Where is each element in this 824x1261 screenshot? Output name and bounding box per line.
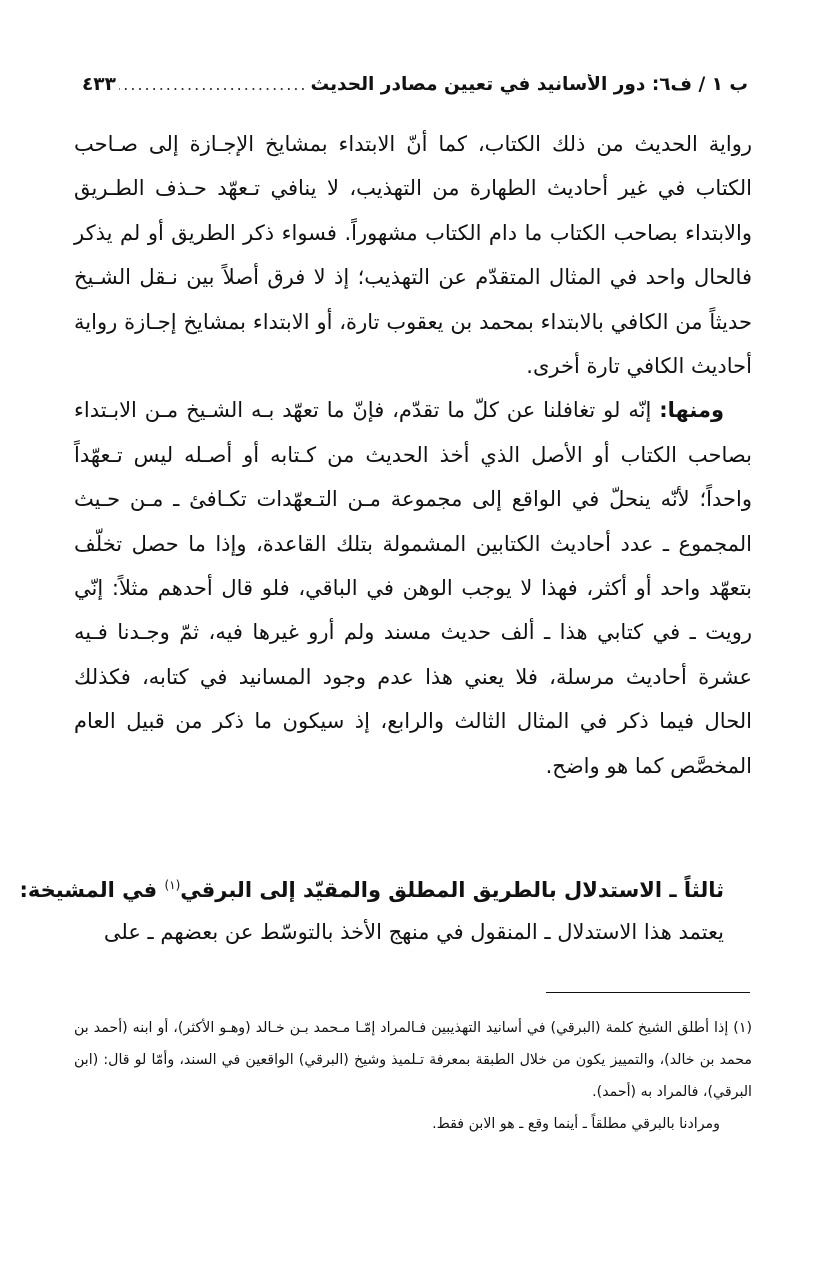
main-text xyxy=(74,122,752,788)
paragraph-2-body: إنّه لو تغافلنا عن كلّ ما تقدّم، فإنّ ما تعهّد بـه الشـيخ مـن الابـتداء بصاحب الكتاب أو الأصل الذي أخذ الحديث من كـتابه أو أصـله ليس تـعهّداً واحداً؛ لأنّه ينحلّ في الواقع إلى مجموعة مـن التـعهّدات تكـافئ ـ مـن حـيث المجموع ـ عدد أحاديث الكتابين المشمولة بتلك القاعدة، وإذا ما حصل تخلّف بتعهّد واحد أو أكثر، فهذا لا يوجب الوهن في الباقي، فلو قال أحدهم مثلاً: إنّي رويت ـ في كتابي هذا ـ ألف حديث مسند ولم أرو غيرها فيه، ثمّ وجـدنا فـيه عشرة أحاديث مرسلة، فلا يعني هذا عدم وجود المسانيد في كتابه، فكذلك الحال فيما ذكر في المثال الثالث والرابع، إذ سيكون ما ذكر من قبيل العام المخصَّص كما هو واضح. xyxy=(74,398,752,778)
page-number: ٤٣٣ xyxy=(82,74,116,95)
footnotes xyxy=(74,1012,752,1140)
footnote-1-note: ومرادنا بالبرقي مطلقاً ـ أينما وقع ـ هو الابن فقط. xyxy=(432,1116,720,1132)
paragraph-2 xyxy=(74,388,752,788)
leader-dots xyxy=(119,75,308,94)
section-heading-text: ثالثاً ـ الاستدلال بالطريق المطلق والمقيّد إلى البرقي xyxy=(180,878,724,902)
paragraph-3: يعتمد هذا الاستدلال ـ المنقول في منهج الأخذ بالتوسّط عن بعضهم ـ على xyxy=(103,920,724,944)
section-heading-tail: في المشيخة: xyxy=(19,878,165,902)
footnote-ref: (١) xyxy=(164,878,181,892)
footnote-divider xyxy=(546,992,750,993)
paragraph-1: رواية الحديث من ذلك الكتاب، كما أنّ الابتداء بمشايخ الإجـازة إلى صـاحب الكتاب في غير أحاديث الطهارة من التهذيب، لا ينافي تـعهّد حـذف الطـريق والابتداء بصاحب الكتاب ما دام الكتاب مشهوراً. فسواء ذكر الطريق أو لم يذكر فالحال واحد في المثال المتقدّم عن التهذيب؛ إذ لا فرق أصلاً بين نـقل الشـيخ حديثاً من الكافي بالابتداء بمحمد بن يعقوب تارة، أو الابتداء بمشايخ إجـازة رواية أحاديث الكافي تارة أخرى. xyxy=(74,132,752,379)
footnote-1: (١) إذا أطلق الشيخ كلمة (البرقي) في أسانيد التهذيبين فـالمراد إمّـا مـحمد بـن خـالد (وهـو الأكثر)، أو ابنه (أحمد بن محمد بن خالد)، والتمييز يكون من خلال الطبقة بمعرفة تـلميذ وشيخ (البرقي) الواقعين في السند، وأمّا لو قال: (ابن البرقي)، فالمراد به (أحمد). xyxy=(74,1020,752,1100)
chapter-title: ب ١ / ف٦: دور الأسانيد في تعيين مصادر الحديث xyxy=(310,74,748,95)
paragraph-2-lead: ومنها: xyxy=(659,398,724,423)
running-header xyxy=(82,74,748,108)
section-heading xyxy=(19,863,752,912)
